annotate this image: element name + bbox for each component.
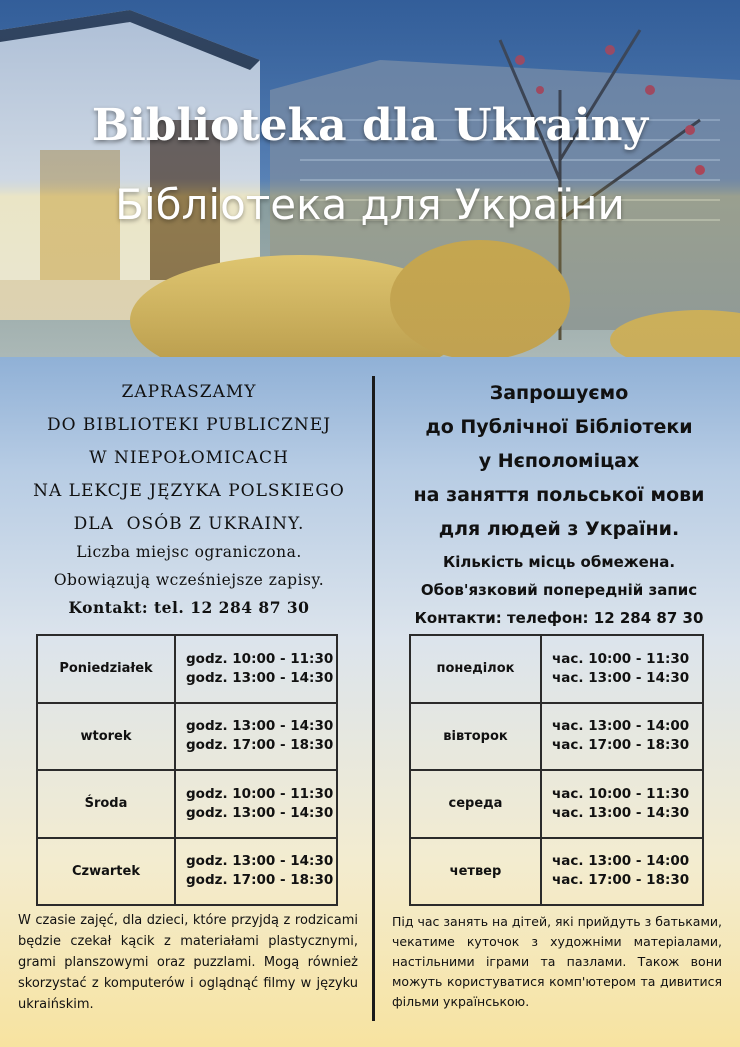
- hours-cell: час. 13:00 - 14:00 час. 17:00 - 18:30: [541, 838, 703, 906]
- invite-line: у Нєполоміцах: [478, 450, 640, 472]
- day-cell: Czwartek: [37, 838, 175, 906]
- invite-line: NA LEKCJE JĘZYKA POLSKIEGO: [33, 481, 345, 501]
- table-row: [410, 770, 703, 838]
- day-cell: wtorek: [37, 703, 175, 771]
- contact-phone: Kontakt: tel. 12 284 87 30: [68, 598, 310, 617]
- table-row: [37, 838, 337, 906]
- ukrainian-column: [378, 376, 740, 632]
- column-divider: [372, 376, 375, 1021]
- invite-line: DO BIBLIOTEKI PUBLICZNEJ: [46, 415, 332, 435]
- title-polish: Biblioteka dla Ukrainy: [91, 100, 649, 151]
- invite-line: ZAPRASZAMY: [121, 382, 257, 402]
- invitation-polish: [8, 376, 370, 541]
- day-cell: четвер: [410, 838, 541, 906]
- table-row: [410, 703, 703, 771]
- invite-line: W NIEPOŁOMICACH: [89, 448, 289, 468]
- hours-cell: час. 13:00 - 14:00 час. 17:00 - 18:30: [541, 703, 703, 771]
- invite-line: для людей з України.: [438, 518, 680, 540]
- table-row: [410, 838, 703, 906]
- contact-phone: Контакти: телефон: 12 284 87 30: [414, 609, 704, 627]
- info-line: Обов'язковий попередній запис: [420, 581, 698, 599]
- hours-cell: час. 10:00 - 11:30 час. 13:00 - 14:30: [541, 635, 703, 703]
- children-note-polish: W czasie zajęć, dla dzieci, które przyjdą z rodzicami będzie czekał kącik z materiałami plastycznymi, grami planszowymi oraz puzzlami. Mogą również skorzystać z komputerów i oglądnąć filmy w języku ukraińskim.: [18, 913, 358, 1012]
- invite-line: Запрошуємо: [489, 382, 629, 404]
- invite-line: до Публічної Бібліотеки: [425, 416, 693, 438]
- schedule-table-ukrainian: [409, 634, 704, 906]
- hours-cell: godz. 13:00 - 14:30 godz. 17:00 - 18:30: [175, 838, 337, 906]
- day-cell: вівторок: [410, 703, 541, 771]
- polish-column: [8, 376, 370, 622]
- info-ukrainian: [378, 548, 740, 632]
- schedule-table-polish: [36, 634, 338, 906]
- info-line: Кількість місць обмежена.: [442, 553, 676, 571]
- hours-cell: godz. 10:00 - 11:30 godz. 13:00 - 14:30: [175, 635, 337, 703]
- hours-cell: godz. 13:00 - 14:30 godz. 17:00 - 18:30: [175, 703, 337, 771]
- invite-line: на заняття польської мови: [413, 484, 705, 506]
- hours-cell: час. 10:00 - 11:30 час. 13:00 - 14:30: [541, 770, 703, 838]
- info-line: Obowiązują wcześniejsze zapisy.: [53, 571, 325, 589]
- day-cell: Środa: [37, 770, 175, 838]
- table-row: [37, 635, 337, 703]
- title-ukrainian: Бібліотека для України: [115, 180, 625, 229]
- invite-line: DLA OSÓB Z UKRAINY.: [73, 514, 305, 534]
- table-row: [410, 635, 703, 703]
- library-building-illustration: [0, 0, 740, 357]
- day-cell: Poniedziałek: [37, 635, 175, 703]
- invitation-ukrainian: [378, 376, 740, 546]
- table-row: [37, 770, 337, 838]
- info-line: Liczba miejsc ograniczona.: [76, 543, 302, 561]
- day-cell: середа: [410, 770, 541, 838]
- table-row: [37, 703, 337, 771]
- info-polish: [8, 538, 370, 622]
- children-note-ukrainian: Під час занять на дітей, які прийдуть з батьками, чекатиме куточок з художніми матеріалами, настільними іграми та пазлами. Також вони можуть користуватися комп'ютером та дивитися фільми українською.: [392, 914, 722, 1009]
- hours-cell: godz. 10:00 - 11:30 godz. 13:00 - 14:30: [175, 770, 337, 838]
- header-photo: [0, 0, 740, 357]
- day-cell: понеділок: [410, 635, 541, 703]
